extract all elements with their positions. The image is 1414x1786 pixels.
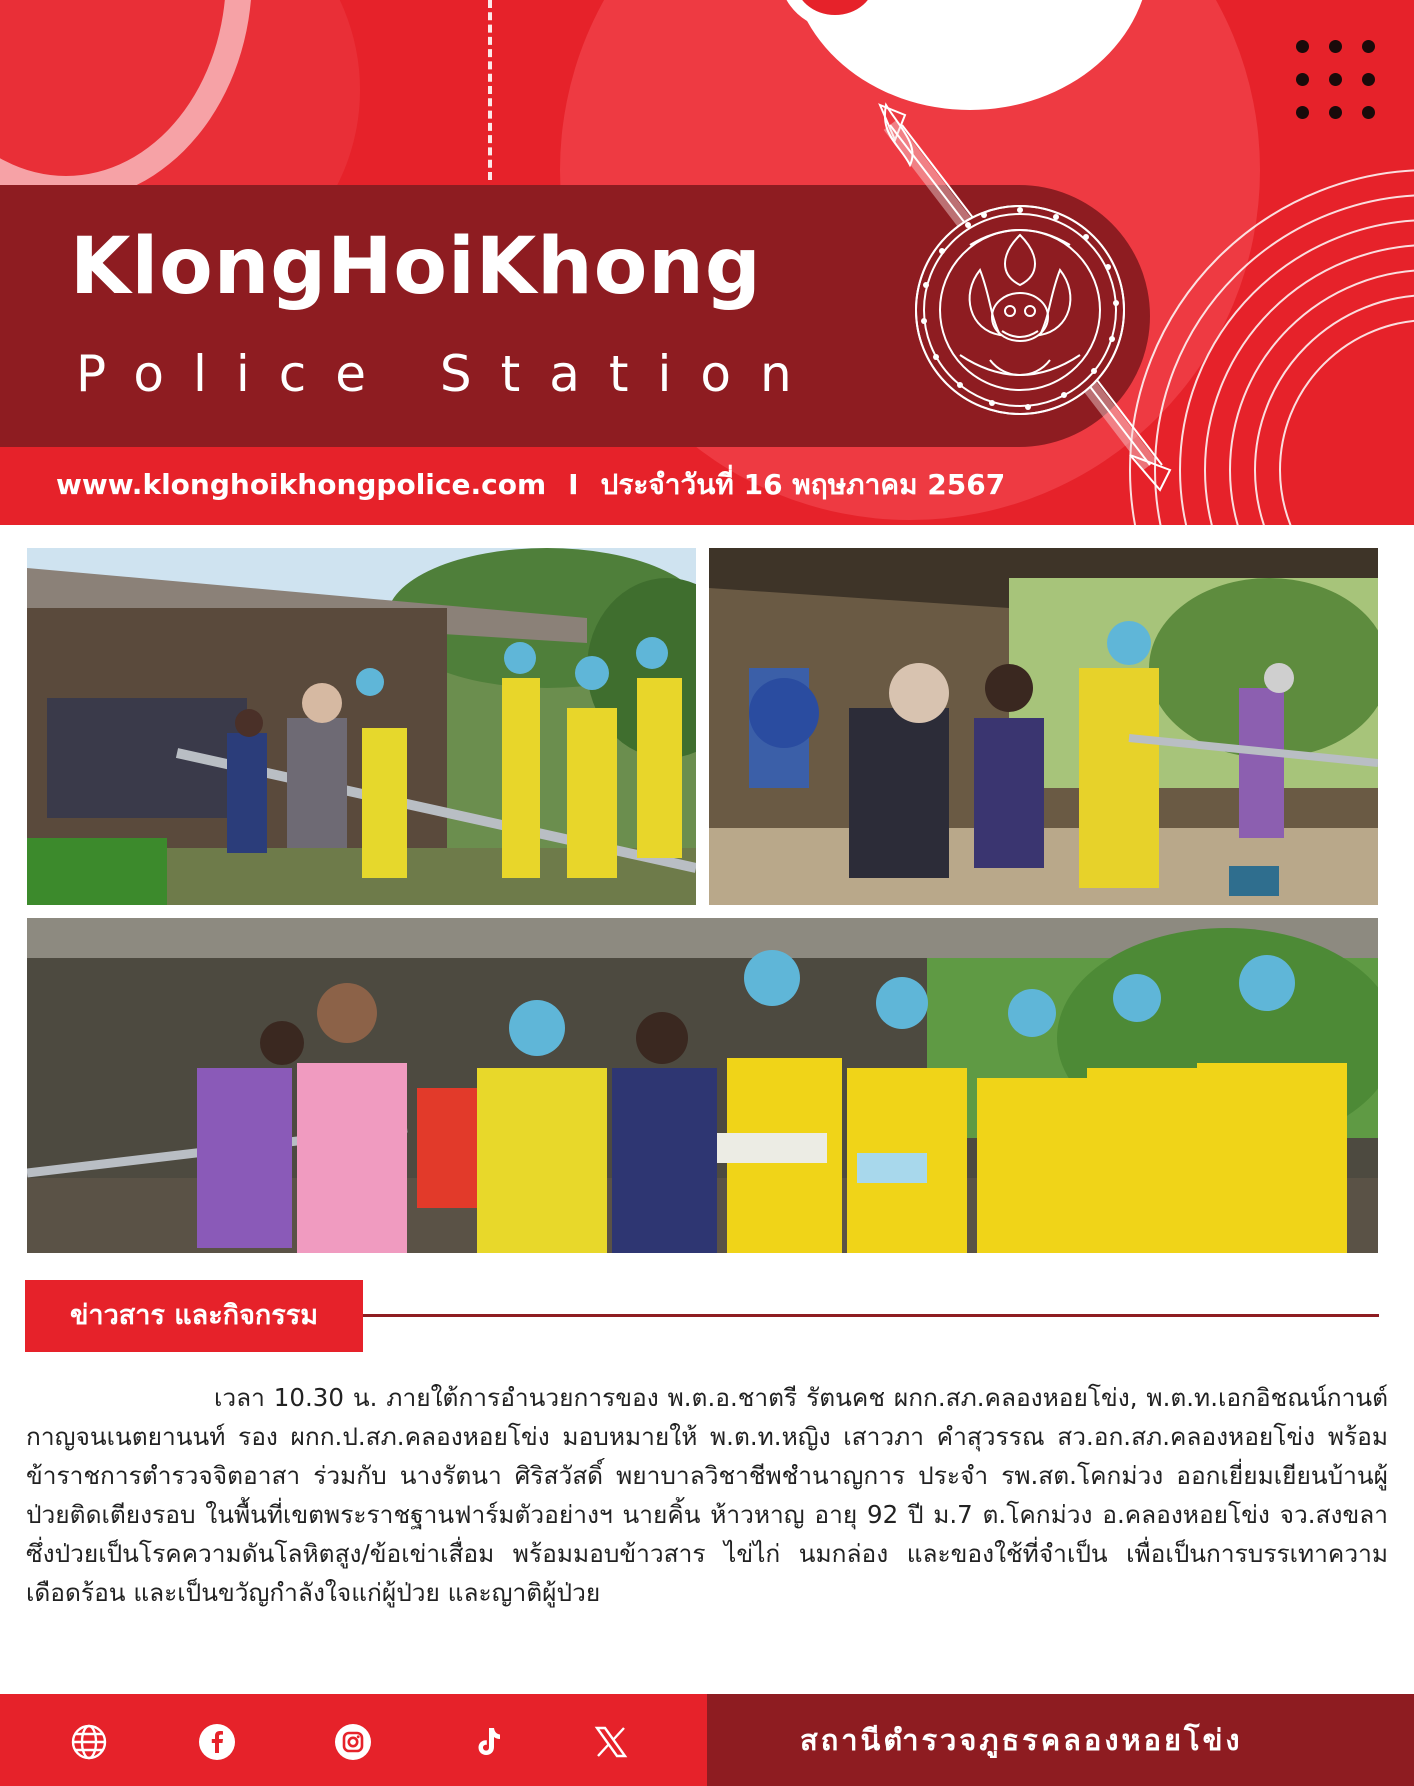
x-icon[interactable] [592, 1723, 630, 1761]
station-name: สถานีตำรวจภูธรคลองหอยโข่ง [800, 1723, 1243, 1757]
page-subtitle: Police Station [76, 345, 821, 403]
news-body: เวลา 10.30 น. ภายใต้การอำนวยการของ พ.ต.อ.ชาตรี รัตนคช ผกก.สภ.คลองหอยโข่ง, พ.ต.ท.เอกอิชณน์กานต์ กาญจนเนตยานนท์ รอง ผกก.ป.สภ.คลองหอยโข่ง มอบหมายให้ พ.ต.ท.หญิง เสาวภา คำสุวรรณ สว.อก.สภ.คลองหอยโข่ง พร้อมข้าราชการตำรวจจิตอาสา ร่วมกับ นางรัตนา ศิริสวัสดิ์ พยาบาลวิชาชีพชำนาญการ ประจำ รพ.สต.โคกม่วง ออกเยี่ยมเยียนบ้านผู้ป่วยติดเตียงรอบ ในพื้นที่เขตพระราชฐานฟาร์มตัวอย่างฯ นายคิ้น ห้าวหาญ อายุ 92 ปี ม.7 ต.โคกม่วง อ.คลองหอยโข่ง จว.สงขลา ซึ่งป่วยเป็นโรคความดันโลหิตสูง/ข้อเข่าเสื่อม พร้อมมอบข้าวสาร ไข่ไก่ นมกล่อง และของใช้ที่จำเป็น เพื่อเป็นการบรรเทาความเดือดร้อน และเป็นขวัญกำลังใจแก่ผู้ป่วย และญาติผู้ป่วย [26, 1383, 1388, 1607]
facebook-icon[interactable] [198, 1723, 236, 1761]
page-title: KlongHoiKhong [70, 222, 762, 312]
website-and-date-line [56, 463, 1005, 507]
police-seal-icon [850, 95, 1180, 495]
news-section-label: ข่าวสาร และกิจกรรม [25, 1280, 363, 1352]
photo-visit-1 [27, 548, 696, 905]
issue-date: ประจำวันที่ 16 พฤษภาคม 2567 [600, 468, 1006, 501]
photo-visit-2 [709, 548, 1378, 905]
decorative-dashed-line [488, 0, 492, 180]
photo-group [27, 918, 1378, 1253]
separator: I [568, 468, 579, 501]
globe-icon[interactable] [70, 1723, 108, 1761]
instagram-icon[interactable] [334, 1723, 372, 1761]
tiktok-icon[interactable] [468, 1723, 506, 1761]
section-divider [363, 1314, 1379, 1317]
website-url[interactable]: www.klonghoikhongpolice.com [56, 468, 547, 501]
decorative-dot-grid [1296, 40, 1376, 120]
